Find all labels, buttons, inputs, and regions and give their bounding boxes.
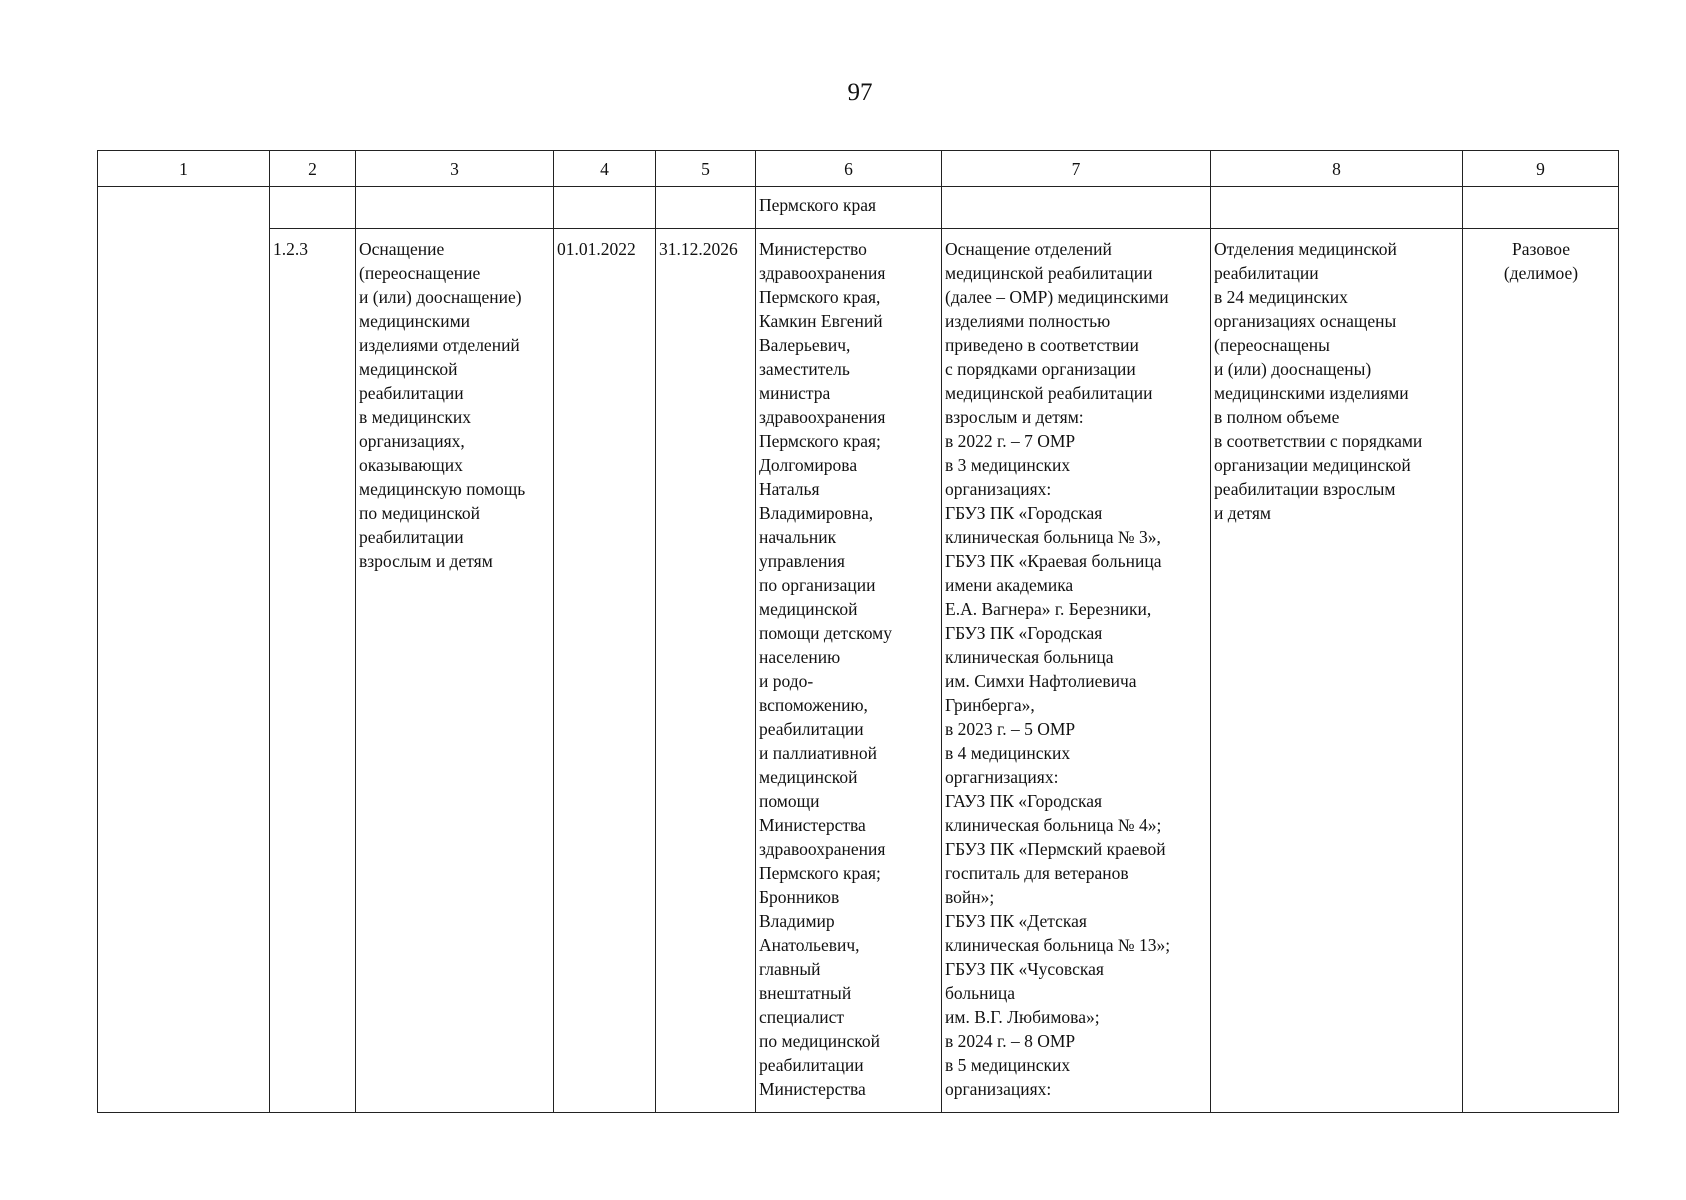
column-header-4: 4 — [554, 151, 656, 187]
activity-table — [97, 150, 1619, 1113]
column-header-5: 5 — [656, 151, 756, 187]
activity-description: Оснащение отделений медицинской реабилитации (далее – ОМР) медицинскими изделиями полностью приведено в соответствии с порядками организации медицинской реабилитации взрослым и детям: в 2022 г. – 7 ОМР в 3 медицинских организациях: ГБУЗ ПК «Городская клиническая больница № 3», ГБУЗ ПК «Краевая больница имени академика Е.А. Вагнера» г. Березники, ГБУЗ ПК «Городская клиническая больница им. Симхи Нафтолиевича Гринберга», в 2023 г. – 5 ОМР в 4 медицинских оргагнизациях: ГАУЗ ПК «Городская клиническая больница № 4»; ГБУЗ ПК «Пермский краевой госпиталь для ветеранов войн»; ГБУЗ ПК «Детская клиническая больница № 13»; ГБУЗ ПК «Чусовская больница им. В.Г. Любимова»; в 2024 г. – 8 ОМР в 5 медицинских организациях: — [942, 229, 1211, 1113]
cell-col-6-continuation: Пермского края — [756, 187, 942, 229]
cell-col-5 — [656, 187, 756, 229]
column-header-1: 1 — [98, 151, 270, 187]
cell-col-9 — [1463, 187, 1619, 229]
cell-col-3 — [356, 187, 554, 229]
column-header-6: 6 — [756, 151, 942, 187]
table-row — [98, 229, 1619, 1113]
header-row — [98, 151, 1619, 187]
page-number: 97 — [847, 79, 873, 106]
continuation-row — [98, 187, 1619, 229]
column-header-2: 2 — [270, 151, 356, 187]
cell-col-7 — [942, 187, 1211, 229]
column-header-7: 7 — [942, 151, 1211, 187]
cell-col-4 — [554, 187, 656, 229]
column-header-8: 8 — [1211, 151, 1463, 187]
end-date: 31.12.2026 — [656, 229, 756, 1113]
activity-type: Разовое (делимое) — [1463, 229, 1619, 1113]
activity-result: Отделения медицинской реабилитации в 24 медицинских организациях оснащены (переоснащены и (или) дооснащены) медицинскими изделиями в полном объеме в соответствии с порядками организации медицинской реабилитации взрослым и детям — [1211, 229, 1463, 1113]
column-header-9: 9 — [1463, 151, 1619, 187]
responsible-persons: Министерство здравоохранения Пермского края, Камкин Евгений Валерьевич, заместитель министра здравоохранения Пермского края; Долгомирова Наталья Владимировна, начальник управления по организации медицинской помощи детскому населению и родо- вспоможению, реабилитации и паллиативной медицинской помощи Министерства здравоохранения Пермского края; Бронников Владимир Анатольевич, главный внештатный специалист по медицинской реабилитации Министерства — [756, 229, 942, 1113]
cell-col-2 — [270, 187, 356, 229]
cell-col-8 — [1211, 187, 1463, 229]
activity-name: Оснащение (переоснащение и (или) дооснащение) медицинскими изделиями отделений медицинской реабилитации в медицинских организациях, оказывающих медицинскую помощь по медицинской реабилитации взрослым и детям — [356, 229, 554, 1113]
cell-col-1 — [98, 187, 270, 1113]
start-date: 01.01.2022 — [554, 229, 656, 1113]
column-header-3: 3 — [356, 151, 554, 187]
activity-number: 1.2.3 — [270, 229, 356, 1113]
